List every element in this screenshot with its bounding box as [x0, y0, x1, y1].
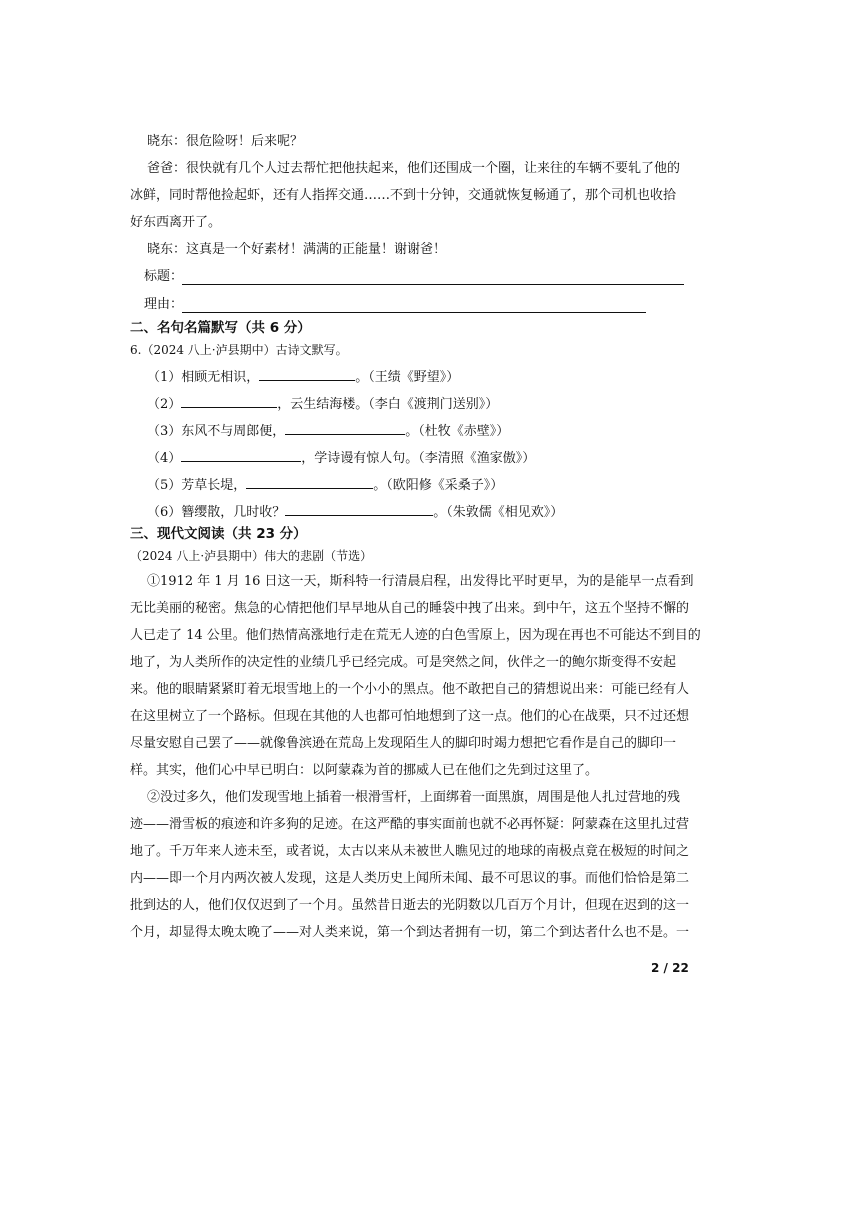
poem-item [147, 448, 535, 468]
passage-line: 人已走了 14 公里。他们热情高涨地行走在荒无人迹的白色雪原上，因为现在再也不可能达不到目的 [130, 628, 701, 643]
poem-item [147, 394, 498, 414]
poem-item-post: 。（欧阳修《采桑子》） [373, 478, 504, 493]
poem-item-post: ，学诗谩有惊人句。（李清照《渔家傲》） [301, 451, 536, 466]
fill-blank[interactable] [246, 475, 373, 489]
dialogue-line: 好东西离开了。 [130, 215, 222, 230]
passage-line: 内——即一个月内两次被人发现，这是人类历史上闻所未闻、最不可思议的事。而他们恰恰是第二 [130, 871, 690, 886]
poem-item-pre: （2） [147, 397, 182, 412]
poem-item [147, 475, 503, 495]
passage-line: 来。他的眼睛紧紧盯着无垠雪地上的一个小小的黑点。他不敢把自己的猜想说出来：可能已经有人 [130, 682, 690, 697]
reason-answer-line[interactable] [182, 312, 646, 313]
poem-item-post: ，云生结海楼。（李白《渡荆门送别》） [277, 397, 499, 412]
poem-item [147, 502, 563, 522]
passage-line: 尽量安慰自己罢了——就像鲁滨逊在荒岛上发现陌生人的脚印时竭力想把它看作是自己的脚印一 [130, 736, 677, 751]
passage-line: 地了。千万年来人迹未至，或者说，太古以来从未被世人瞧见过的地球的南极点竟在极短的时间之 [130, 844, 690, 859]
question-text: 6.（2024 八上·泸县期中）古诗文默写。 [130, 343, 348, 357]
dialogue-line: 爸爸：很快就有几个人过去帮忙把他扶起来，他们还围成一个圈，让来往的车辆不要轧了他的 [147, 161, 681, 176]
page-number: 2 / 22 [651, 961, 689, 975]
poem-item-pre: （1）相顾无相识， [147, 370, 260, 385]
poem-item-post: 。（朱敦儒《相见欢》） [433, 505, 564, 520]
poem-item-post: 。（杜牧《赤壁》） [405, 424, 510, 439]
title-answer-line[interactable] [182, 284, 684, 285]
passage-line: 样。其实，他们心中早已明白：以阿蒙森为首的挪威人已在他们之先到过这里了。 [130, 763, 599, 778]
poem-item [147, 367, 459, 387]
passage-line: 个月，却显得太晚太晚了——对人类来说，第一个到达者拥有一切，第二个到达者什么也不是。一 [130, 925, 690, 940]
reason-answer-label: 理由： [144, 297, 184, 312]
passage-line: 在这里树立了一个路标。但现在其他的人也都可怕地想到了这一点。他们的心在战栗，只不过还想 [130, 709, 690, 724]
section-heading: 二、名句名篇默写（共 6 分） [130, 320, 311, 336]
section-heading: 三、现代文阅读（共 23 分） [130, 526, 307, 542]
fill-blank[interactable] [259, 367, 355, 381]
fill-blank[interactable] [285, 502, 433, 516]
dialogue-line: 晓东：这真是一个好素材！满满的正能量！谢谢爸！ [147, 242, 447, 257]
title-answer-label: 标题： [144, 269, 184, 284]
poem-item-pre: （3）东风不与周郎便， [147, 424, 286, 439]
passage-line: 无比美丽的秘密。焦急的心情把他们早早地从自己的睡袋中拽了出来。到中午，这五个坚持不懈的 [130, 601, 690, 616]
fill-blank[interactable] [181, 394, 277, 408]
dialogue-line: 晓东：很危险呀！后来呢？ [147, 134, 304, 149]
passage-line: ①1912 年 1 月 16 日这一天，斯科特一行清晨启程，出发得比平时更早，为的是能早一点看到 [147, 574, 694, 589]
poem-item-pre: （5）芳草长堤， [147, 478, 247, 493]
passage-line: ②没过多久，他们发现雪地上插着一根滑雪杆，上面绑着一面黑旗，周围是他人扎过营地的残 [147, 790, 681, 805]
passage-line: 迹——滑雪板的痕迹和许多狗的足迹。在这严酷的事实面前也就不必再怀疑：阿蒙森在这里扎过营 [130, 817, 690, 832]
poem-item-pre: （4） [147, 451, 182, 466]
poem-item-post: 。（王绩《野望》） [355, 370, 460, 385]
poem-item-pre: （6）簪缨散，几时收？ [147, 505, 286, 520]
fill-blank[interactable] [181, 448, 301, 462]
passage-line: 地了，为人类所作的决定性的业绩几乎已经完成。可是突然之间，伙伴之一的鲍尔斯变得不安起 [130, 655, 677, 670]
poem-item [147, 421, 509, 441]
passage-line: 批到达的人，他们仅仅迟到了一个月。虽然昔日逝去的光阴数以几百万个月计，但现在迟到的这一 [130, 898, 690, 913]
dialogue-line: 冰鲜，同时帮他捡起虾，还有人指挥交通……不到十分钟，交通就恢复畅通了，那个司机也收拾 [130, 188, 677, 203]
fill-blank[interactable] [285, 421, 405, 435]
passage-source: （2024 八上·泸县期中）伟大的悲剧（节选） [130, 549, 373, 563]
